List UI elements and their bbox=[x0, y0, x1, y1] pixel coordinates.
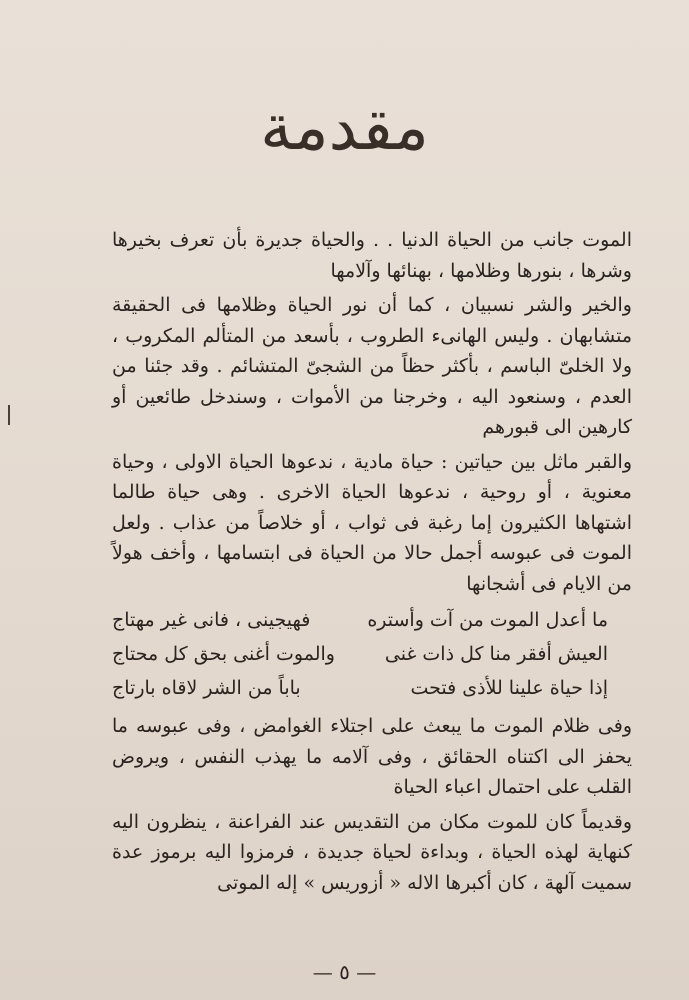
paragraph-5: وقديماً كان للموت مكان من التقديس عند الفراعنة ، ينظرون اليه كنهاية لهذه الحياة ، وبداءة لحياة جديدة ، فرمزوا اليه برموز عدة سميت آلهة ، كان أكبرها الاله « أزوريس » إله الموتى bbox=[112, 810, 632, 894]
verse-line bbox=[112, 671, 608, 705]
verse-second-hemistich: والموت أغنى بحق كل محتاج bbox=[112, 643, 335, 665]
paragraph-2: والخير والشر نسبيان ، كما أن نور الحياة وظلامها فى الحقيقة متشابهان . وليس الهانىء الطروب ، بأسعد من المتألم المكروب ، ولا الخلىّ الباسم ، بأكثر حظاً من الشجىّ المتشائم . وقد جئنا من العدم ، وسنعود اليه ، وخرجنا من الأموات ، وسندخل طائعين أو كارهين الى قبورهم bbox=[112, 294, 632, 438]
page-body bbox=[112, 225, 632, 902]
verse-first-hemistich: إذا حياة علينا للأذى فتحت bbox=[410, 677, 608, 699]
page-number: — ٥ — bbox=[312, 960, 377, 984]
verse-line bbox=[112, 603, 608, 637]
verse-first-hemistich: ما أعدل الموت من آت وأستره bbox=[367, 609, 608, 631]
page-title: مقدمة bbox=[260, 91, 429, 165]
poem-verses bbox=[112, 603, 632, 705]
paragraph-3: والقبر ماثل بين حياتين : حياة مادية ، ندعوها الحياة الاولى ، وحياة معنوية ، أو روحية ، ندعوها الحياة الاخرى . وهى حياة طالما اشتهاها الكثيرون إما رغبة فى ثواب ، أو خلاصاً من عذاب . ولعل الموت فى عبوسه أجمل حالا من الحياة فى ابتسامها ، وأخف هولاً من الايام فى أشجانها bbox=[112, 450, 632, 595]
paragraph-4: وفى ظلام الموت ما يبعث على اجتلاء الغوامض ، وفى عبوسه ما يحفز الى اكتناه الحقائق ، وفى آلامه ما يهذب النفس ، ويروض القلب على احتمال اعباء الحياة bbox=[112, 715, 632, 798]
verse-first-hemistich: العيش أفقر منا كل ذات غنى bbox=[384, 643, 608, 665]
verse-line bbox=[112, 637, 608, 671]
verse-second-hemistich: فهيجينى ، فانى غير مهتاج bbox=[112, 609, 311, 631]
verse-second-hemistich: باباً من الشر لاقاه بارتاج bbox=[112, 677, 301, 699]
paragraph-1: الموت جانب من الحياة الدنيا . . والحياة جديرة بأن تعرف بخيرها وشرها ، بنورها وظلامها ، بهنائها وآلامها bbox=[112, 229, 632, 282]
margin-mark bbox=[8, 405, 10, 425]
